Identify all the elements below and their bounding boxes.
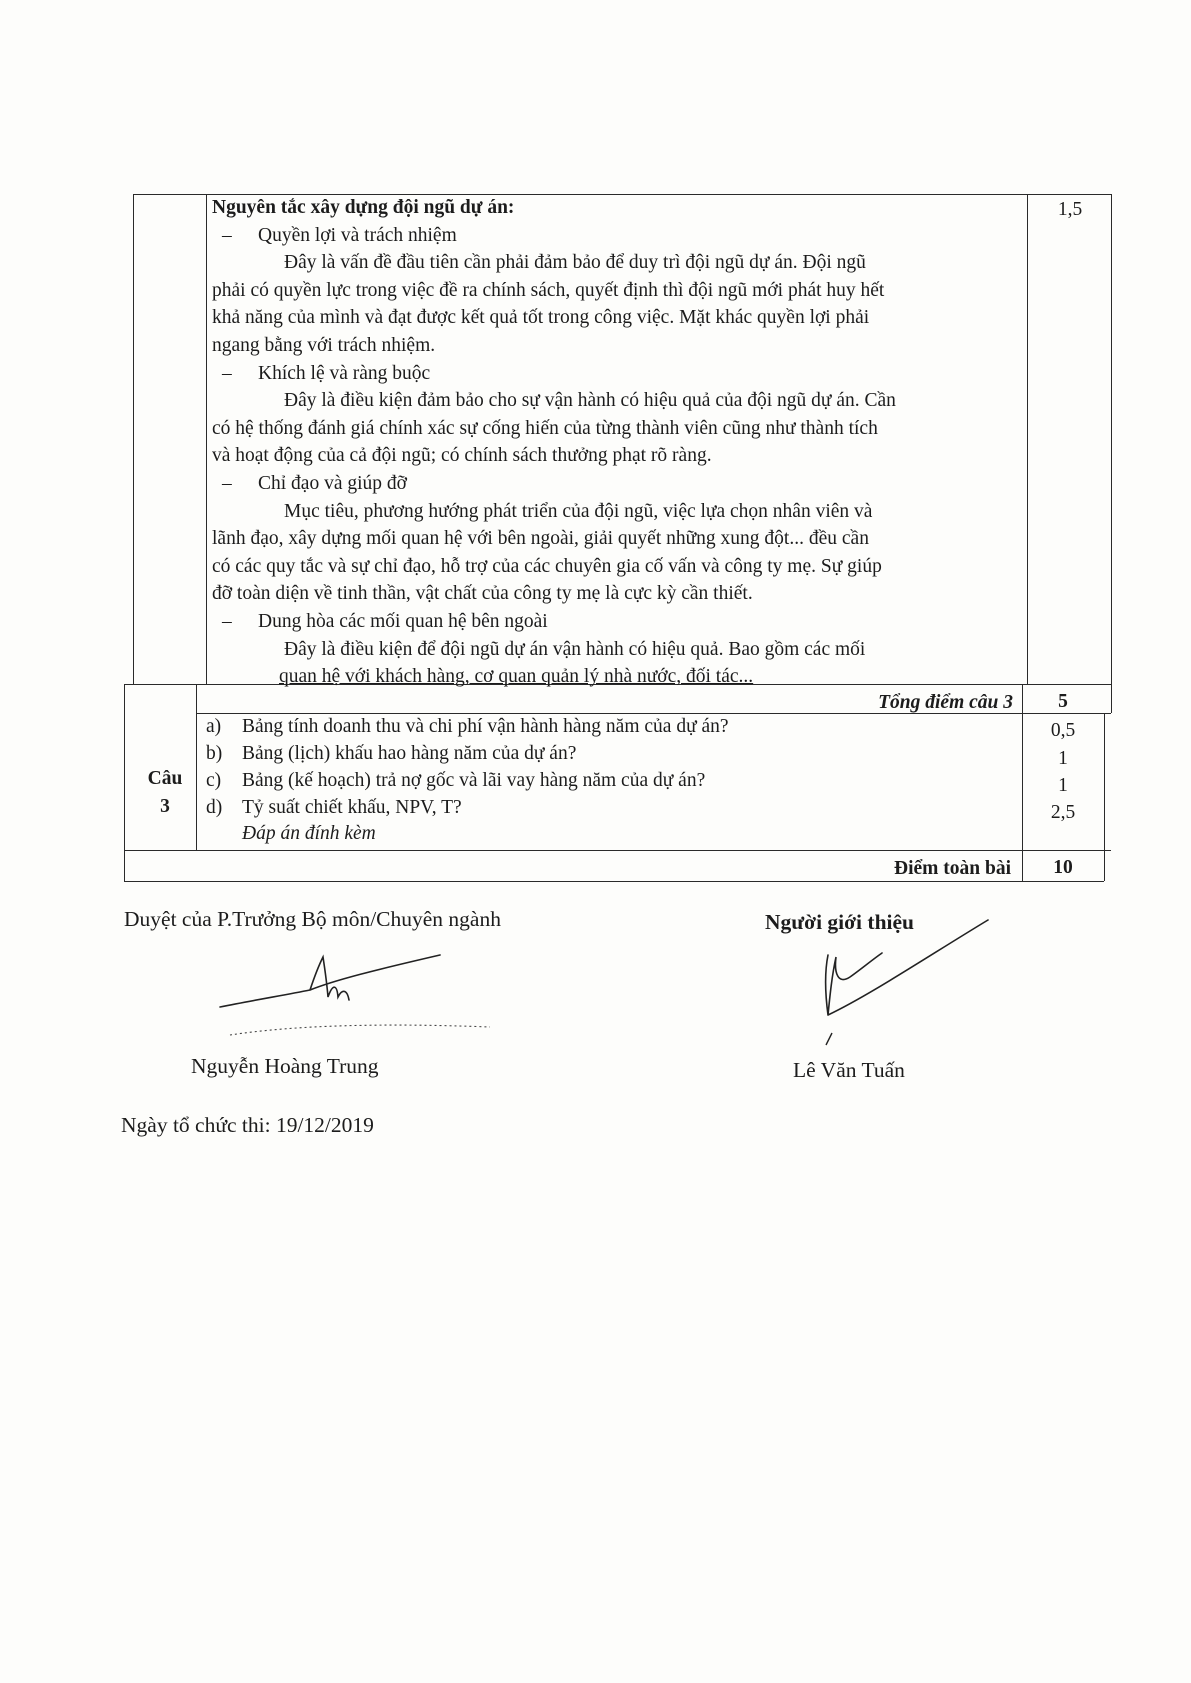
question-item-d: d) Tỷ suất chiết khấu, NPV, T? <box>206 797 462 818</box>
question-item-b: b) Bảng (lịch) khấu hao hàng năm của dự án? <box>206 743 577 764</box>
bullet-title: – Khích lệ và ràng buộc <box>222 362 431 384</box>
bullet-title: – Chỉ đạo và giúp đỡ <box>222 472 407 494</box>
approval-right-title: Người giới thiệu <box>765 910 914 934</box>
paragraph-line: có hệ thống đánh giá chính xác sự cống hiến của từng thành viên cũng như thành tích <box>212 417 878 439</box>
paragraph-line: lãnh đạo, xây dựng mối quan hệ với bên ngoài, giải quyết những xung đột... đều cần <box>212 528 869 550</box>
total-q3-label: Tổng điểm câu 3 <box>878 692 1013 713</box>
score-b: 1 <box>1058 748 1068 769</box>
total-q3-value: 5 <box>1058 691 1068 712</box>
score-d: 2,5 <box>1050 802 1076 823</box>
principles-section <box>212 194 1022 691</box>
paragraph-line: Đây là điều kiện đảm bảo cho sự vận hành có hiệu quả của đội ngũ dự án. Cần <box>284 390 896 412</box>
question-item-c: c) Bảng (kế hoạch) trả nợ gốc và lãi vay hàng năm của dự án? <box>206 770 706 791</box>
bullet-title: – Dung hòa các mối quan hệ bên ngoài <box>222 610 548 632</box>
exam-date: Ngày tổ chức thi: 19/12/2019 <box>121 1113 374 1137</box>
signature-left <box>215 945 495 1040</box>
paragraph-line: quan hệ với khách hàng, cơ quan quản lý nhà nước, đối tác... <box>279 666 754 688</box>
question-item-a: a) Bảng tính doanh thu và chi phí vận hành hàng năm của dự án? <box>206 716 729 737</box>
bullet-title: – Quyền lợi và trách nhiệm <box>222 224 457 246</box>
question-label: Câu <box>147 768 183 789</box>
question-number: 3 <box>160 796 170 817</box>
paragraph-line: phải có quyền lực trong việc đề ra chính sách, quyết định thì đội ngũ mới phát huy hết <box>212 279 885 301</box>
paragraph-line: đỡ toàn diện về tinh thần, vật chất của công ty mẹ là cực kỳ cần thiết. <box>212 583 753 605</box>
approver-name: Nguyễn Hoàng Trung <box>191 1054 379 1078</box>
paragraph-line: ngang bằng với trách nhiệm. <box>212 334 436 356</box>
answer-note: Đáp án đính kèm <box>242 823 376 844</box>
total-all-label: Điểm toàn bài <box>894 858 1011 879</box>
paragraph-line: Đây là điều kiện để đội ngũ dự án vận hành có hiệu quả. Bao gồm các mối <box>284 638 866 660</box>
paragraph-line: khả năng của mình và đạt được kết quả tốt trong công việc. Mặt khác quyền lợi phải <box>212 307 870 329</box>
total-all-value: 10 <box>1053 857 1073 878</box>
approval-left-title: Duyệt của P.Trưởng Bộ môn/Chuyên ngành <box>124 907 501 931</box>
paragraph-line: Mục tiêu, phương hướng phát triển của đội ngũ, việc lựa chọn nhân viên và <box>284 500 873 522</box>
score-c: 1 <box>1058 775 1068 796</box>
signature-right <box>810 915 1000 1050</box>
introducer-name: Lê Văn Tuấn <box>793 1058 905 1082</box>
paragraph-line: có các quy tắc và sự chỉ đạo, hỗ trợ của các chuyên gia cố vấn và công ty mẹ. Sự giúp <box>212 555 882 577</box>
paragraph-line: Đây là vấn đề đầu tiên cần phải đảm bảo để duy trì đội ngũ dự án. Đội ngũ <box>284 252 866 274</box>
section-heading: Nguyên tắc xây dựng đội ngũ dự án: <box>212 197 515 218</box>
paragraph-line: và hoạt động của cả đội ngũ; có chính sách thưởng phạt rõ ràng. <box>212 445 712 467</box>
score-a: 0,5 <box>1050 720 1076 741</box>
section-score: 1,5 <box>1057 199 1083 220</box>
